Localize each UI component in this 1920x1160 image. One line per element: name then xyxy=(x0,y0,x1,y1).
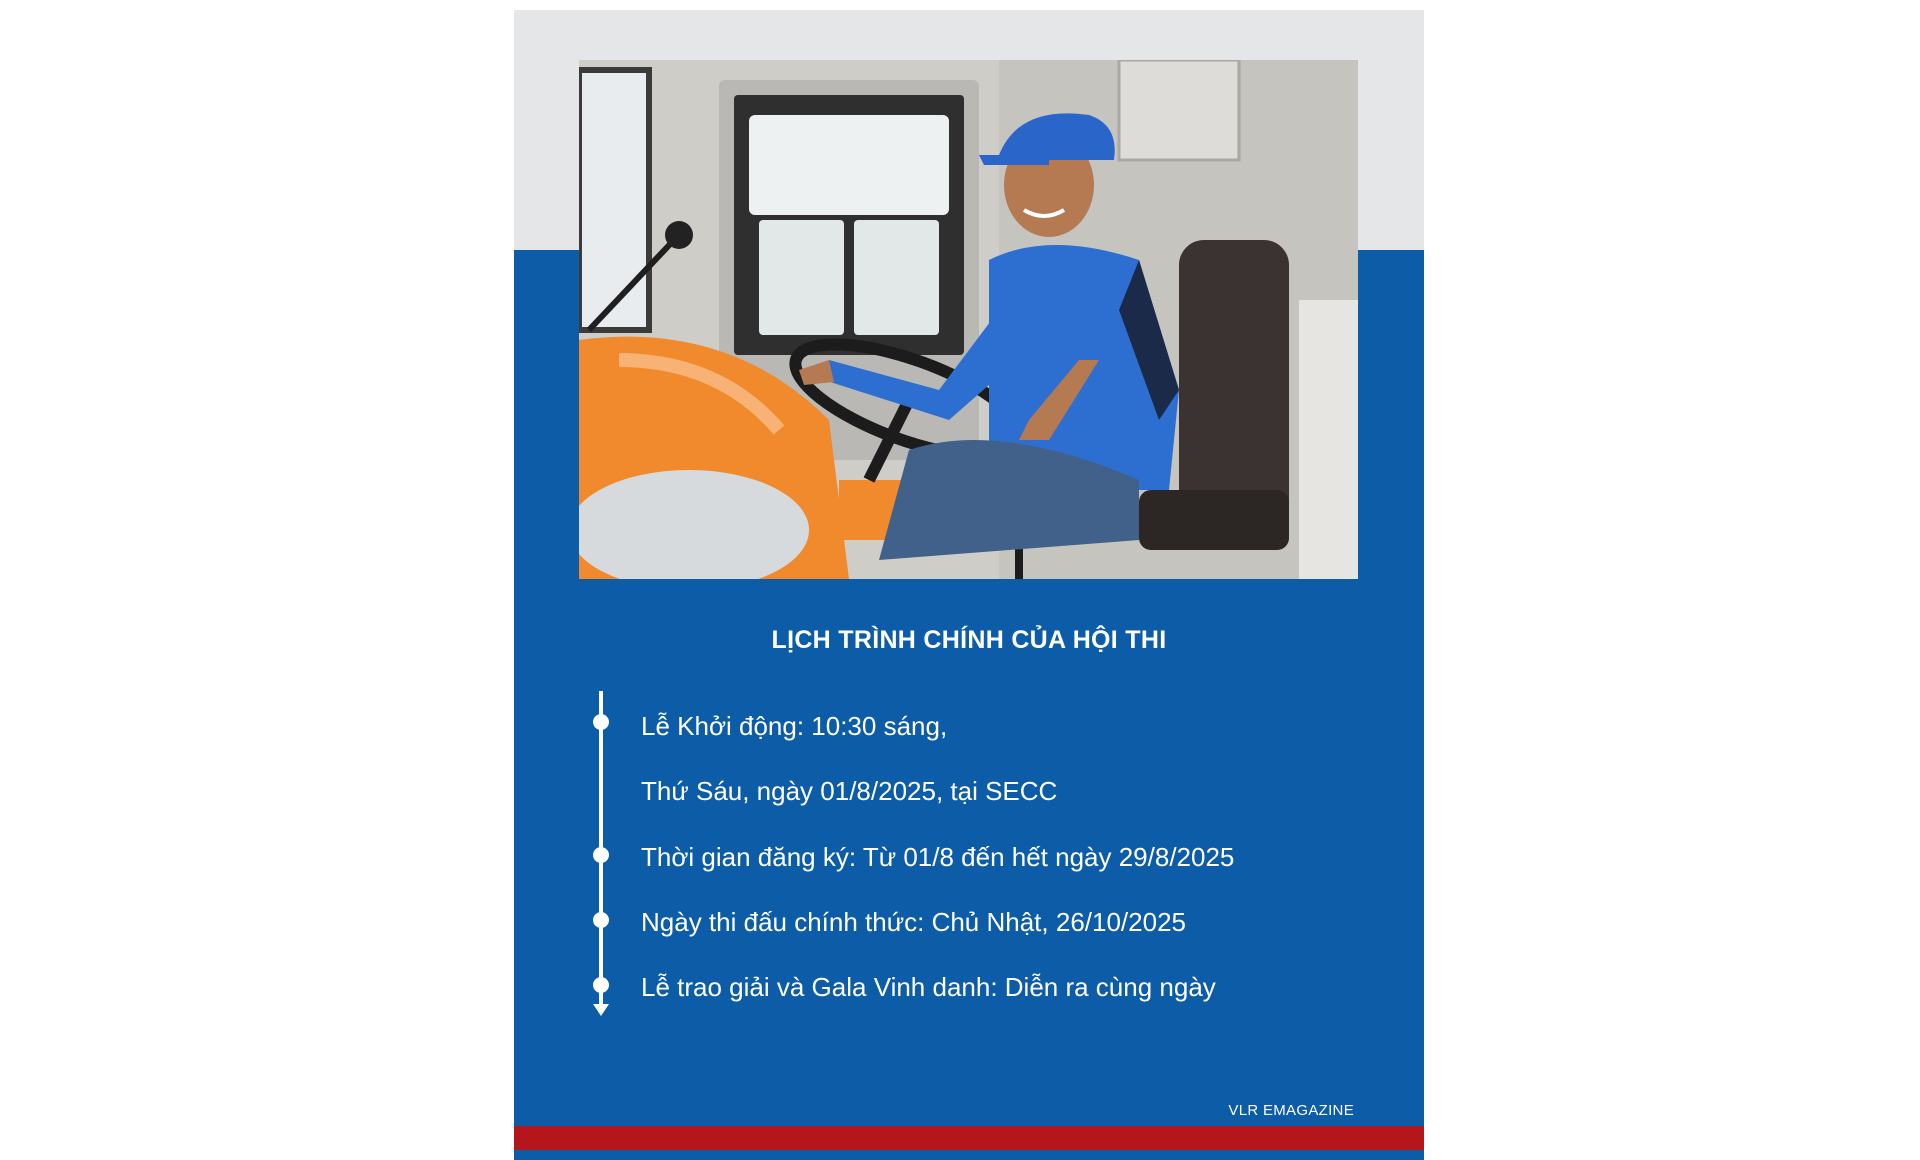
section-title: LỊCH TRÌNH CHÍNH CỦA HỘI THI xyxy=(771,626,1167,654)
schedule-item-registration: Thời gian đăng ký: Từ 01/8 đến hết ngày 29/8/2025 xyxy=(641,842,1235,872)
schedule-item-opening-detail: Thứ Sáu, ngày 01/8/2025, tại SECC xyxy=(641,776,1058,806)
bus-driver-illustration xyxy=(579,60,1358,579)
timeline-dot xyxy=(593,912,609,928)
timeline-dot xyxy=(593,714,609,730)
brand-label: VLR EMAGAZINE xyxy=(1228,1102,1354,1119)
infographic-card xyxy=(514,10,1424,1160)
timeline-arrow-icon xyxy=(593,1004,609,1016)
bus-driver-photo xyxy=(579,60,1358,579)
timeline-dot xyxy=(593,847,609,863)
schedule-item-competition-day: Ngày thi đấu chính thức: Chủ Nhật, 26/10/2025 xyxy=(641,907,1186,937)
timeline-dot xyxy=(593,977,609,993)
footer-red-bar xyxy=(514,1126,1424,1150)
schedule-item-opening: Lễ Khởi động: 10:30 sáng, xyxy=(641,711,948,741)
schedule-item-awards: Lễ trao giải và Gala Vinh danh: Diễn ra cùng ngày xyxy=(641,972,1216,1002)
